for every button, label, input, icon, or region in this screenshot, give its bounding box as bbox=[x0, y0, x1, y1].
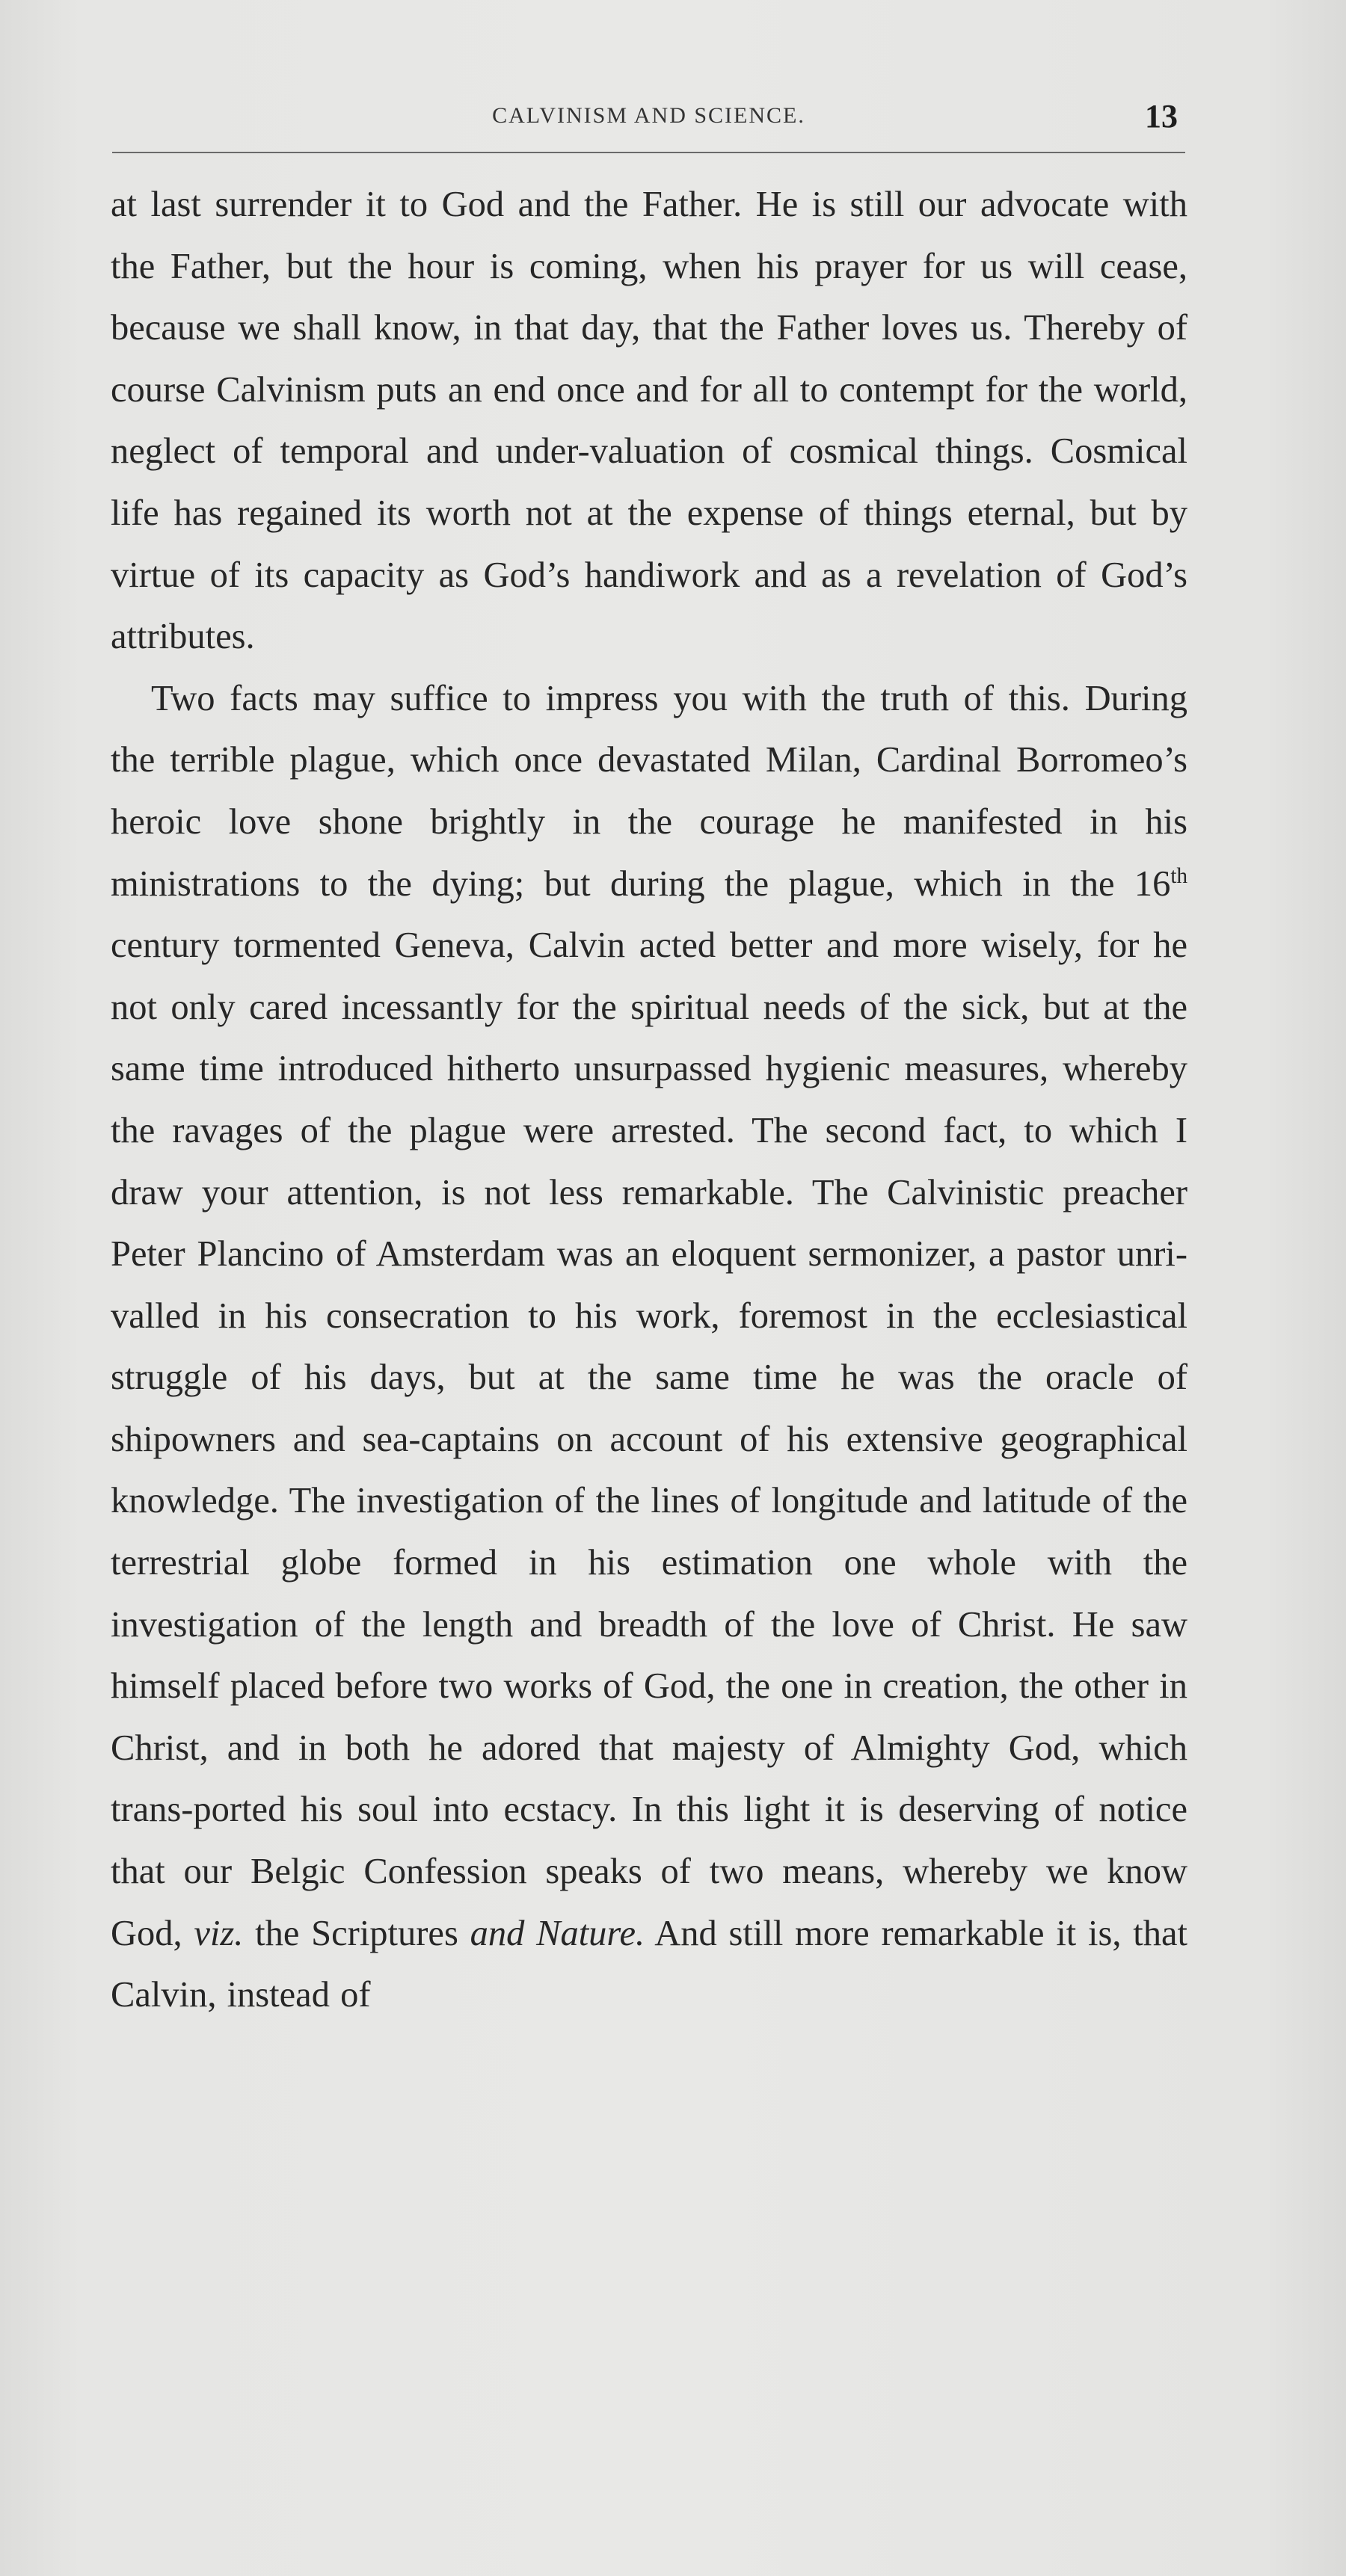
body-text bbox=[111, 174, 1187, 2027]
running-head bbox=[112, 97, 1185, 142]
paragraph-2-text-b: century tormented Geneva, Calvin acted better and more wisely, for he not only cared incessantly for the spiritual needs of the sick, but at the same time introduced hitherto unsurpassed hygienic measures, whereby the ravages of the plague were arrested. The second fact, to which I draw your attention, is not less remarkable. The Calvinistic preacher Peter Plancino of Amsterdam was an eloquent sermonizer, a pastor unri-valled in his consecration to his work, foremost in the ecclesiastical struggle of his days, but at the same time he was the oracle of shipowners and sea-captains on account of his extensive geographical knowledge. The investigation of the lines of longitude and latitude of the terrestrial globe formed in his estimation one whole with the investigation of the length and breadth of the love of Christ. He saw himself placed before two works of God, the one in creation, the other in Christ, and in both he adored that majesty of Almighty God, which trans-ported his soul into ecstacy. In this light it is deserving of notice that our Belgic Confession speaks of two means, whereby we know God, bbox=[111, 925, 1187, 1953]
page-number: 13 bbox=[1145, 98, 1178, 135]
ordinal-suffix: th bbox=[1170, 863, 1187, 888]
running-title: CALVINISM AND SCIENCE. bbox=[492, 103, 805, 128]
paragraph-2-text-c: the Scriptures bbox=[243, 1913, 470, 1953]
viz-abbreviation: viz. bbox=[194, 1913, 244, 1953]
paragraph-1: at last surrender it to God and the Father. He is still our advocate with the Father, but the hour is coming, when his prayer for us will cease, because we shall know, in that day, that the Father loves us. Thereby of course Calvinism puts an end once and for all to contempt for the world, neglect of temporal and under-valuation of cosmical things. Cosmical life has regained its worth not at the expense of things eternal, but by virtue of its capacity as God’s handiwork and as a revelation of God’s attributes. bbox=[111, 185, 1187, 657]
paragraph-2 bbox=[111, 668, 1187, 2027]
header-rule bbox=[112, 152, 1185, 153]
paragraph-2-text-d: And still more remarkable it is, that Calvin, instead of bbox=[111, 1913, 1187, 2015]
paragraph-2-text-a: Two facts may suffice to impress you with the truth of this. During the terrible plague, which once devastated Milan, Cardinal Borromeo’s heroic love shone brightly in the courage he manifested in his ministrations to the dying; but during the plague, which in the 16 bbox=[111, 678, 1187, 904]
and-nature-emphasis: and Nature. bbox=[470, 1913, 645, 1953]
